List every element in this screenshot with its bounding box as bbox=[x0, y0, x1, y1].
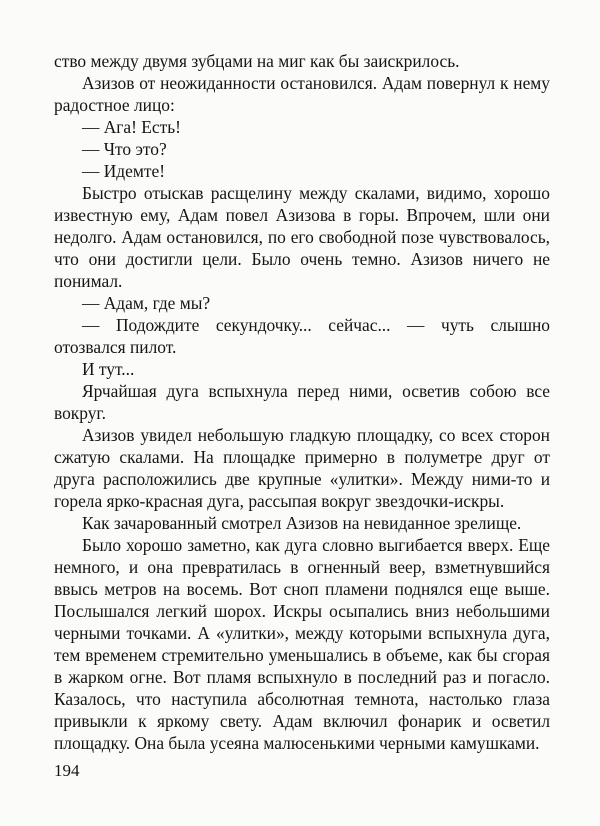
paragraph-4: — Что это? bbox=[82, 139, 167, 159]
paragraph-2: Азизов от неожиданности остановился. Адам повернул к нему радостное лицо: bbox=[54, 73, 550, 115]
paragraph-8: — Подождите секундочку... сейчас... — чуть слышно отозвался пилот. bbox=[54, 315, 550, 357]
paragraph-3: — Ага! Есть! bbox=[82, 117, 181, 137]
paragraph-12: Как зачарованный смотрел Азизов на невиданное зрелище. bbox=[82, 513, 522, 533]
paragraph-9: И тут... bbox=[82, 359, 135, 379]
paragraph-10: Ярчайшая дуга вспыхнула перед ними, осветив собою все вокруг. bbox=[54, 381, 550, 423]
paragraph-6: Быстро отыскав расщелину между скалами, видимо, хорошо известную ему, Адам повел Азизова в горы. Впрочем, шли они недолго. Адам остановился, по его свободной позе чувствовалось, что они достигли цели. Было очень темно. Азизов ничего не понимал. bbox=[54, 183, 550, 291]
paragraph-11: Азизов увидел небольшую гладкую площадку, со всех сторон сжатую скалами. На площадке примерно в полуметре друг от друга расположились две крупные «улитки». Между ними-то и горела ярко-красная дуга, рассыпая вокруг звездочки-искры. bbox=[54, 425, 550, 511]
body-text bbox=[54, 50, 550, 754]
paragraph-7: — Адам, где мы? bbox=[82, 293, 211, 313]
paragraph-5: — Идемте! bbox=[82, 161, 165, 181]
paragraph-13: Было хорошо заметно, как дуга словно выгибается вверх. Еще немного, и она превратилась в огненный веер, взметнувшийся ввысь метров на восемь. Вот сноп пламени поднялся еще выше. Послышался легкий шорох. Искры осыпались вниз небольшими черными точками. А «улитки», между которыми вспыхнула дуга, тем временем стремительно уменьшались в объеме, как бы сгорая в жарком огне. Вот пламя вспыхнуло в последний раз и погасло. Казалось, что наступила абсолютная темнота, настолько глаза привыкли к яркому свету. Адам включил фонарик и осветил площадку. Она была усеяна малюсенькими черными камушками. bbox=[54, 535, 550, 753]
page-number: 194 bbox=[54, 761, 80, 780]
paragraph-1: ство между двумя зубцами на миг как бы заискрилось. bbox=[54, 51, 460, 71]
